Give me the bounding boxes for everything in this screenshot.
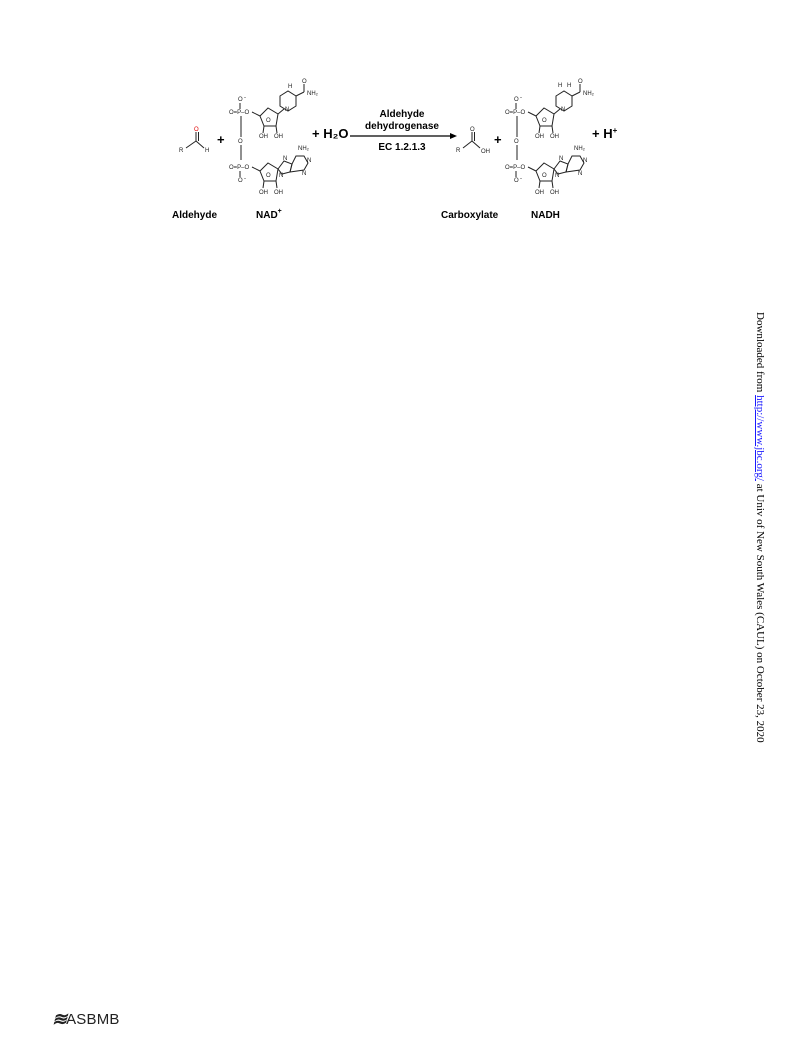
svg-text:O: O (238, 139, 243, 145)
asbmb-logo-text: ASBMB (66, 1011, 120, 1028)
svg-text:N: N (279, 173, 284, 179)
svg-text:O: O (542, 173, 547, 179)
svg-text:R: R (456, 148, 461, 154)
svg-text:O: O (470, 127, 475, 133)
jbc-link[interactable]: http://www.jbc.org/ (754, 395, 766, 481)
svg-text:O=P–O: O=P–O (229, 110, 250, 116)
svg-text:N: N (561, 107, 566, 113)
svg-text:NH₂: NH₂ (583, 91, 594, 97)
svg-text:O: O (266, 173, 271, 179)
svg-text:N: N (285, 107, 290, 113)
carboxylate-structure (456, 127, 490, 155)
svg-text:OH: OH (481, 149, 490, 155)
svg-text:-: - (520, 176, 522, 182)
plus-sign-1: + (217, 132, 225, 147)
label-nadh: NADH (531, 210, 560, 221)
svg-text:R: R (179, 148, 184, 154)
enzyme-name-line-1: Aldehyde (379, 109, 425, 120)
svg-text:O: O (302, 79, 307, 85)
proton-term: + H+ (592, 126, 618, 141)
svg-text:-: - (244, 95, 246, 101)
nad-plus-structure (229, 79, 319, 196)
svg-text:H: H (567, 83, 572, 89)
svg-text:-: - (244, 176, 246, 182)
svg-text:O=P–O: O=P–O (505, 110, 526, 116)
svg-text:H: H (205, 148, 210, 154)
plus-sign-2: + (494, 132, 502, 147)
svg-text:-: - (520, 95, 522, 101)
svg-text:O: O (194, 127, 199, 133)
svg-text:O: O (238, 178, 243, 184)
svg-text:N: N (583, 158, 588, 164)
label-aldehyde: Aldehyde (172, 210, 218, 221)
svg-text:O: O (238, 97, 243, 103)
reaction-arrow (350, 133, 457, 139)
svg-text:H: H (558, 83, 563, 89)
svg-text:N: N (307, 158, 312, 164)
aldehyde-structure (179, 127, 209, 154)
svg-text:O: O (542, 118, 547, 124)
label-carboxylate: Carboxylate (441, 210, 499, 221)
nadh-structure (505, 79, 595, 196)
svg-text:NH₂: NH₂ (307, 91, 318, 97)
svg-text:N: N (283, 156, 288, 162)
svg-text:O: O (514, 139, 519, 145)
svg-text:N: N (559, 156, 564, 162)
svg-text:N: N (555, 173, 560, 179)
svg-text:OH: OH (259, 190, 268, 196)
enzyme-ec-number: EC 1.2.1.3 (378, 142, 426, 153)
svg-text:OH: OH (550, 134, 559, 140)
svg-text:N: N (578, 171, 583, 177)
enzyme-name-line-2: dehydrogenase (365, 121, 439, 132)
download-notice (754, 312, 766, 743)
svg-text:OH: OH (274, 190, 283, 196)
svg-text:N: N (302, 171, 307, 177)
svg-text:OH: OH (535, 134, 544, 140)
svg-text:OH: OH (535, 190, 544, 196)
label-nad-plus: NAD+ (256, 208, 282, 221)
download-notice-prefix: Downloaded from (754, 312, 766, 396)
asbmb-logo-mark-icon: ≋ (52, 1009, 66, 1029)
reaction-scheme (160, 78, 630, 228)
download-notice-suffix: at Univ of New South Wales (CAUL) on October 23, 2020 (754, 480, 766, 743)
water-term: + H₂O (312, 126, 349, 141)
svg-text:OH: OH (274, 134, 283, 140)
svg-text:O=P–O: O=P–O (229, 165, 250, 171)
svg-text:O: O (266, 118, 271, 124)
asbmb-logo (52, 1009, 120, 1030)
svg-text:O: O (578, 79, 583, 85)
svg-text:NH₂: NH₂ (574, 146, 585, 152)
svg-text:O=P–O: O=P–O (505, 165, 526, 171)
svg-text:OH: OH (259, 134, 268, 140)
svg-text:NH₂: NH₂ (298, 146, 309, 152)
svg-text:O: O (514, 178, 519, 184)
svg-text:O: O (514, 97, 519, 103)
svg-text:H: H (288, 84, 293, 90)
svg-text:OH: OH (550, 190, 559, 196)
